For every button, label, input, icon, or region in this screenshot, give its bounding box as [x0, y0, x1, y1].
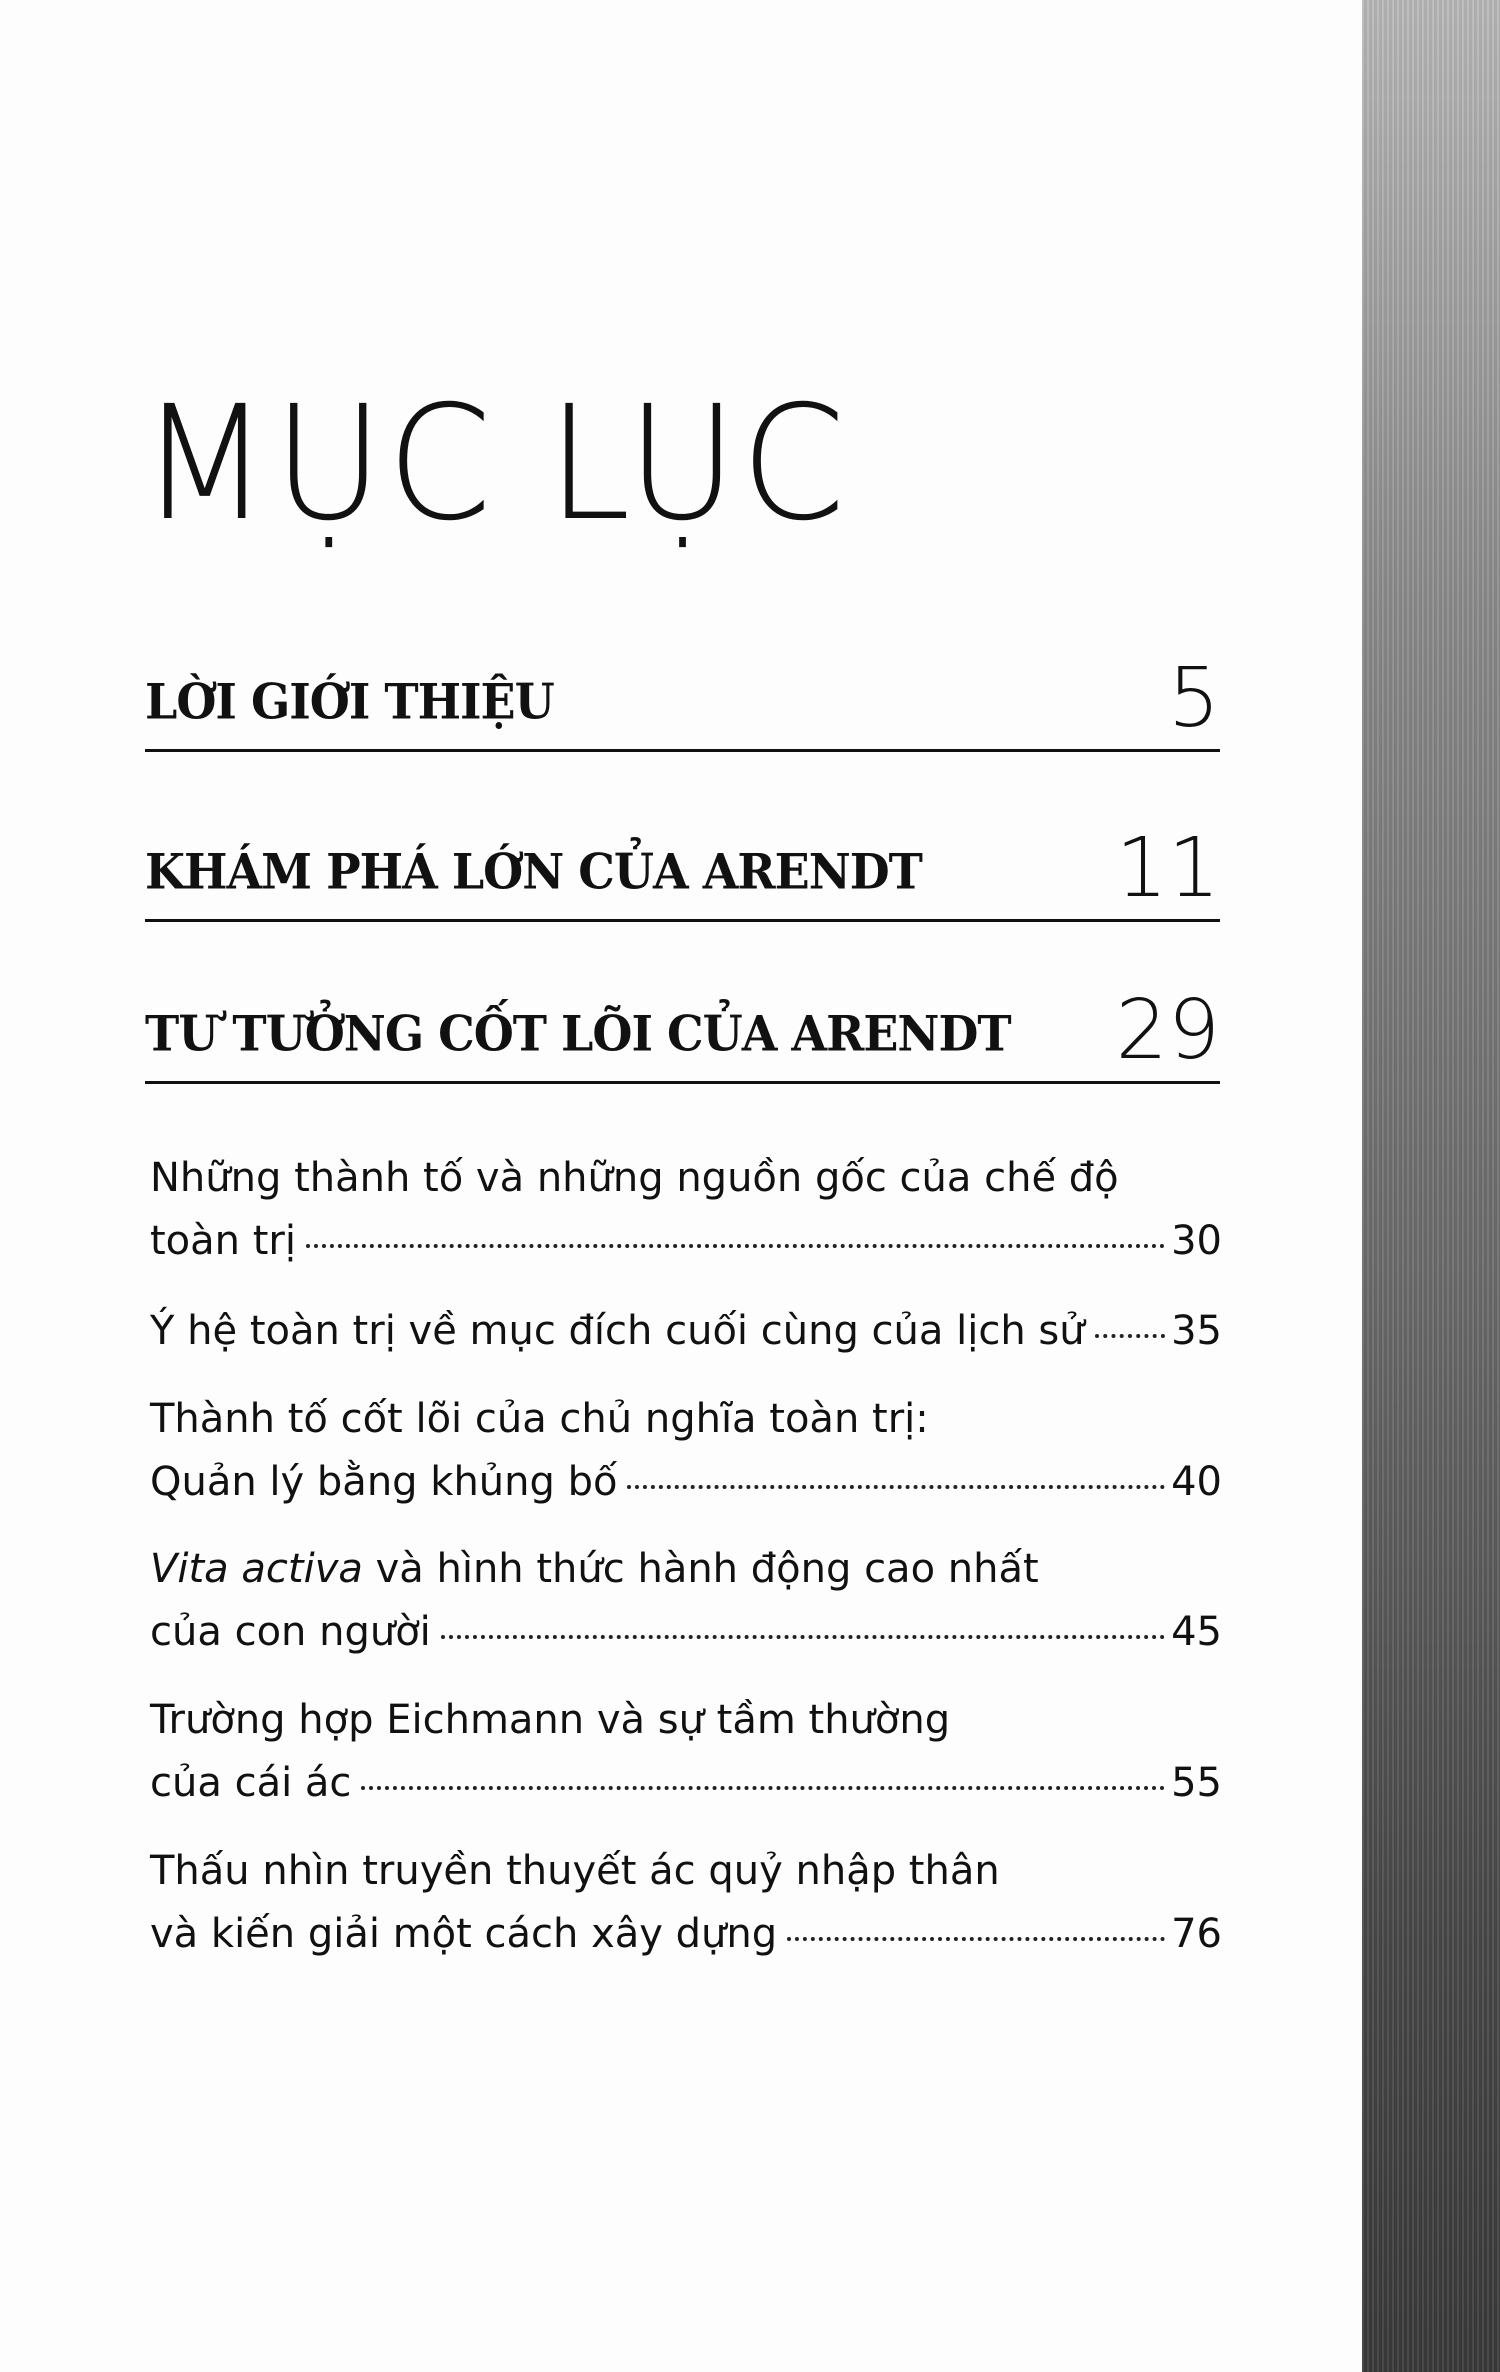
page-edge-shadow: [1362, 0, 1500, 2372]
toc-section-2[interactable]: [145, 822, 1220, 922]
dot-leader: [441, 1635, 1165, 1639]
entry-title-line2: và kiến giải một cách xây dựng: [150, 1911, 778, 1957]
section-page: 5: [1167, 651, 1220, 746]
entry-page: 40: [1171, 1459, 1222, 1505]
entry-title-line1: Thành tố cốt lõi của chủ nghĩa toàn trị:: [150, 1396, 929, 1442]
toc-entry[interactable]: [150, 1147, 1222, 1273]
entry-page: 76: [1171, 1911, 1222, 1957]
toc-section-1[interactable]: [145, 652, 1220, 752]
entry-page: 55: [1171, 1760, 1222, 1806]
entry-title-line1: Thấu nhìn truyền thuyết ác quỷ nhập thân: [150, 1848, 1000, 1894]
toc-section-3[interactable]: [145, 984, 1220, 1084]
section-page: 29: [1115, 983, 1220, 1078]
entry-title-line1: Những thành tố và những nguồn gốc của chế độ: [150, 1155, 1119, 1201]
divider: [145, 919, 1220, 922]
entry-page: 30: [1171, 1218, 1222, 1264]
entry-title-italic: Vita activa: [150, 1546, 363, 1592]
section-label: KHÁM PHÁ LỚN CỦA ARENDT: [145, 843, 922, 900]
entry-title-line2: của cái ác: [150, 1760, 352, 1806]
toc-entry[interactable]: [150, 1388, 1222, 1514]
entry-title-line1: và hình thức hành động cao nhất: [362, 1546, 1039, 1592]
section-page: 11: [1115, 821, 1220, 916]
toc-entry[interactable]: [150, 1840, 1222, 1966]
entry-page: 45: [1171, 1609, 1222, 1655]
dot-leader: [306, 1244, 1165, 1248]
divider: [145, 749, 1220, 752]
entry-title-line1: Trường hợp Eichmann và sự tầm thường: [150, 1697, 951, 1743]
dot-leader: [361, 1786, 1165, 1790]
page-title: MỤC LỤC: [140, 372, 850, 556]
entry-title-line2: của con người: [150, 1609, 431, 1655]
dot-leader: [627, 1485, 1165, 1489]
entry-title-line2: Quản lý bằng khủng bố: [150, 1459, 618, 1505]
dot-leader: [1095, 1334, 1166, 1338]
toc-entry[interactable]: [150, 1538, 1222, 1664]
toc-entry[interactable]: [150, 1300, 1222, 1363]
toc-entry[interactable]: [150, 1689, 1222, 1815]
divider: [145, 1081, 1220, 1084]
dot-leader: [787, 1937, 1165, 1941]
entry-title: Ý hệ toàn trị về mục đích cuối cùng của lịch sử: [150, 1308, 1085, 1354]
section-label: TƯ TƯỞNG CỐT LÕI CỦA ARENDT: [145, 1005, 1011, 1062]
section-label: LỜI GIỚI THIỆU: [145, 673, 554, 730]
entry-page: 35: [1171, 1308, 1222, 1354]
entry-title-line2: toàn trị: [150, 1218, 296, 1264]
